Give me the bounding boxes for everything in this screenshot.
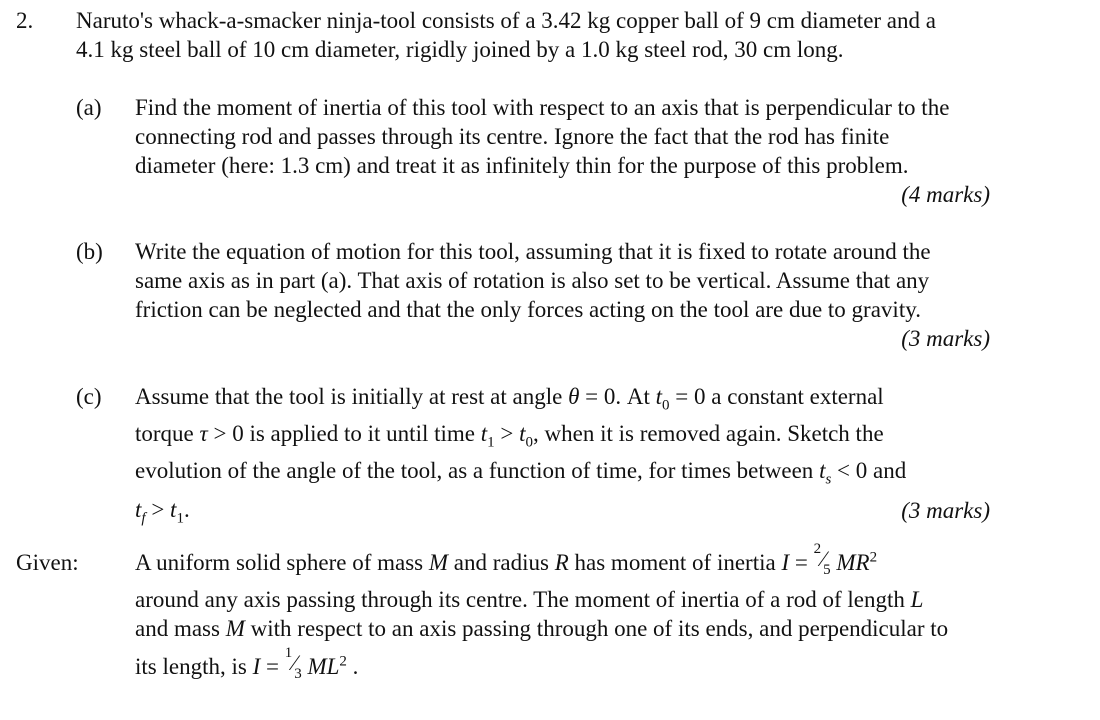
part-a-line-3: diameter (here: 1.3 cm) and treat it as infinitely thin for the purpose of this problem. xyxy=(135,153,909,178)
given-line-3: and mass M with respect to an axis passing through one of its ends, and perpendicular to xyxy=(135,616,949,641)
problem-intro-line-2: 4.1 kg steel ball of 10 cm diameter, rigidly joined by a 1.0 kg steel rod, 30 cm long. xyxy=(76,37,844,62)
given-label: Given: xyxy=(16,550,79,575)
part-a-label: (a) xyxy=(76,95,102,120)
part-b-marks: (3 marks) xyxy=(901,326,990,351)
given-line-2: around any axis passing through its centre. The moment of inertia of a rod of length L xyxy=(135,587,924,612)
given-line-4: its length, is I = 1 ⁄ 3 $ML^2$ . xyxy=(135,645,359,682)
given-line-1: A uniform solid sphere of mass M and radius R has moment of inertia I = 2 ⁄ 5 $MR^2$ xyxy=(135,541,878,578)
part-b-line-1: Write the equation of motion for this tool, assuming that it is fixed to rotate around the xyxy=(135,239,931,264)
fraction-one-third: 1 ⁄ 3 xyxy=(284,645,302,682)
part-b-line-2: same axis as in part (a). That axis of rotation is also set to be vertical. Assume that any xyxy=(135,268,930,293)
part-c-line-1: Assume that the tool is initially at rest at angle θ = 0. At $t_0 = 0$ a constant external xyxy=(135,384,884,414)
problem-intro-line-1: Naruto's whack-a-smacker ninja-tool consists of a 3.42 kg copper ball of 9 cm diameter and a xyxy=(76,8,936,33)
part-c-label: (c) xyxy=(76,384,102,409)
fraction-two-fifths: 2 ⁄ 5 xyxy=(813,541,831,578)
part-c-marks: (3 marks) xyxy=(901,498,990,523)
part-b-line-3: friction can be neglected and that the only forces acting on the tool are due to gravity. xyxy=(135,297,921,322)
part-b-label: (b) xyxy=(76,239,103,264)
part-a-line-1: Find the moment of inertia of this tool with respect to an axis that is perpendicular to the xyxy=(135,95,950,120)
part-a-line-2: connecting rod and passes through its centre. Ignore the fact that the rod has finite xyxy=(135,124,890,149)
part-c-line-2: torque τ > 0 is applied to it until time $t_1 > t_0$, when it is removed again. Sketch the xyxy=(135,421,884,451)
problem-number: 2. xyxy=(16,8,34,33)
part-a-marks: (4 marks) xyxy=(901,182,990,207)
part-c-line-3: evolution of the angle of the tool, as a function of time, for times between $t_s < 0$ and xyxy=(135,458,907,488)
part-c-line-4: $t_f > t_1$. xyxy=(135,497,190,527)
